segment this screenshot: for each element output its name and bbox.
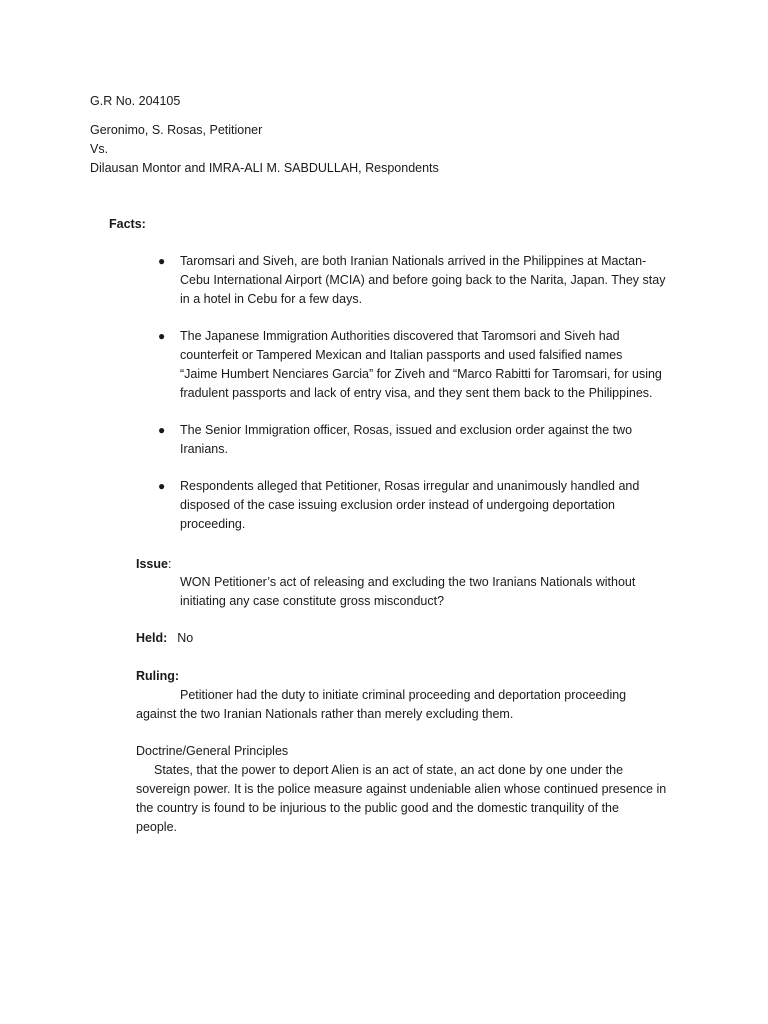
bullet-icon: ● bbox=[158, 479, 166, 493]
fact-line: Taromsari and Siveh, are both Iranian Nationals arrived in the Philippines at Mactan- bbox=[180, 254, 647, 268]
fact-line: The Japanese Immigration Authorities discovered that Taromsori and Siveh had bbox=[180, 329, 620, 343]
case-header bbox=[90, 92, 180, 111]
fact-item bbox=[158, 421, 700, 459]
fact-line: in a hotel in Cebu for a few days. bbox=[180, 292, 363, 306]
issue-line: initiating any case constitute gross misconduct? bbox=[180, 594, 445, 608]
issue-label: Issue bbox=[136, 557, 168, 571]
held-label: Held: bbox=[136, 631, 168, 645]
issue-colon: : bbox=[167, 557, 172, 571]
fact-line: counterfeit or Tampered Mexican and Italian passports and used falsified names bbox=[180, 348, 623, 362]
fact-line: Iranians. bbox=[180, 442, 228, 456]
fact-line: Cebu International Airport (MCIA) and before going back to the Narita, Japan. They stay bbox=[180, 273, 666, 287]
bullet-icon: ● bbox=[158, 423, 166, 437]
fact-line: The Senior Immigration officer, Rosas, issued and exclusion order against the two bbox=[180, 423, 633, 437]
issue-line: WON Petitioner’s act of releasing and excluding the two Iranians Nationals without bbox=[180, 575, 636, 589]
ruling-heading: Ruling: bbox=[136, 669, 180, 683]
doctrine-text bbox=[136, 761, 666, 837]
facts-list bbox=[158, 252, 700, 534]
fact-item bbox=[158, 252, 700, 309]
issue-text bbox=[180, 573, 635, 611]
fact-line: “Jaime Humbert Nenciares Garcia” for Ziveh and “Marco Rabitti for Taromsari, for using bbox=[180, 367, 662, 381]
doctrine-heading: Doctrine/General Principles bbox=[136, 744, 289, 758]
bullet-icon: ● bbox=[158, 254, 166, 268]
fact-item bbox=[158, 327, 700, 403]
parties bbox=[90, 121, 439, 178]
fact-line: fradulent passports and lack of entry visa, and they sent them back to the Philippines. bbox=[180, 386, 653, 400]
held-section bbox=[136, 629, 193, 648]
facts-heading: Facts: bbox=[109, 217, 146, 231]
bullet-icon: ● bbox=[158, 329, 166, 343]
doctrine-line: sovereign power. It is the police measure against undeniable alien whose continued presence in bbox=[136, 782, 667, 796]
petitioner: Geronimo, S. Rosas, Petitioner bbox=[90, 123, 263, 137]
fact-line: Respondents alleged that Petitioner, Rosas irregular and unanimously handled and bbox=[180, 479, 640, 493]
issue-heading bbox=[136, 555, 171, 574]
fact-line: disposed of the case issuing exclusion order instead of undergoing deportation bbox=[180, 498, 616, 512]
held-value: No bbox=[177, 631, 194, 645]
doctrine-line: States, that the power to deport Alien is an act of state, an act done by one under the bbox=[154, 763, 624, 777]
ruling-text bbox=[136, 686, 626, 724]
case-number: G.R No. 204105 bbox=[90, 94, 181, 108]
ruling-line: against the two Iranian Nationals rather than merely excluding them. bbox=[136, 707, 514, 721]
respondents: Dilausan Montor and IMRA-ALI M. SABDULLAH, Respondents bbox=[90, 161, 439, 175]
versus: Vs. bbox=[90, 142, 109, 156]
doctrine-line: the country is found to be injurious to the public good and the domestic tranquility of the bbox=[136, 801, 619, 815]
doctrine-line: people. bbox=[136, 820, 178, 834]
fact-line: proceeding. bbox=[180, 517, 246, 531]
ruling-line: Petitioner had the duty to initiate criminal proceeding and deportation proceeding bbox=[180, 688, 627, 702]
fact-item bbox=[158, 477, 700, 534]
